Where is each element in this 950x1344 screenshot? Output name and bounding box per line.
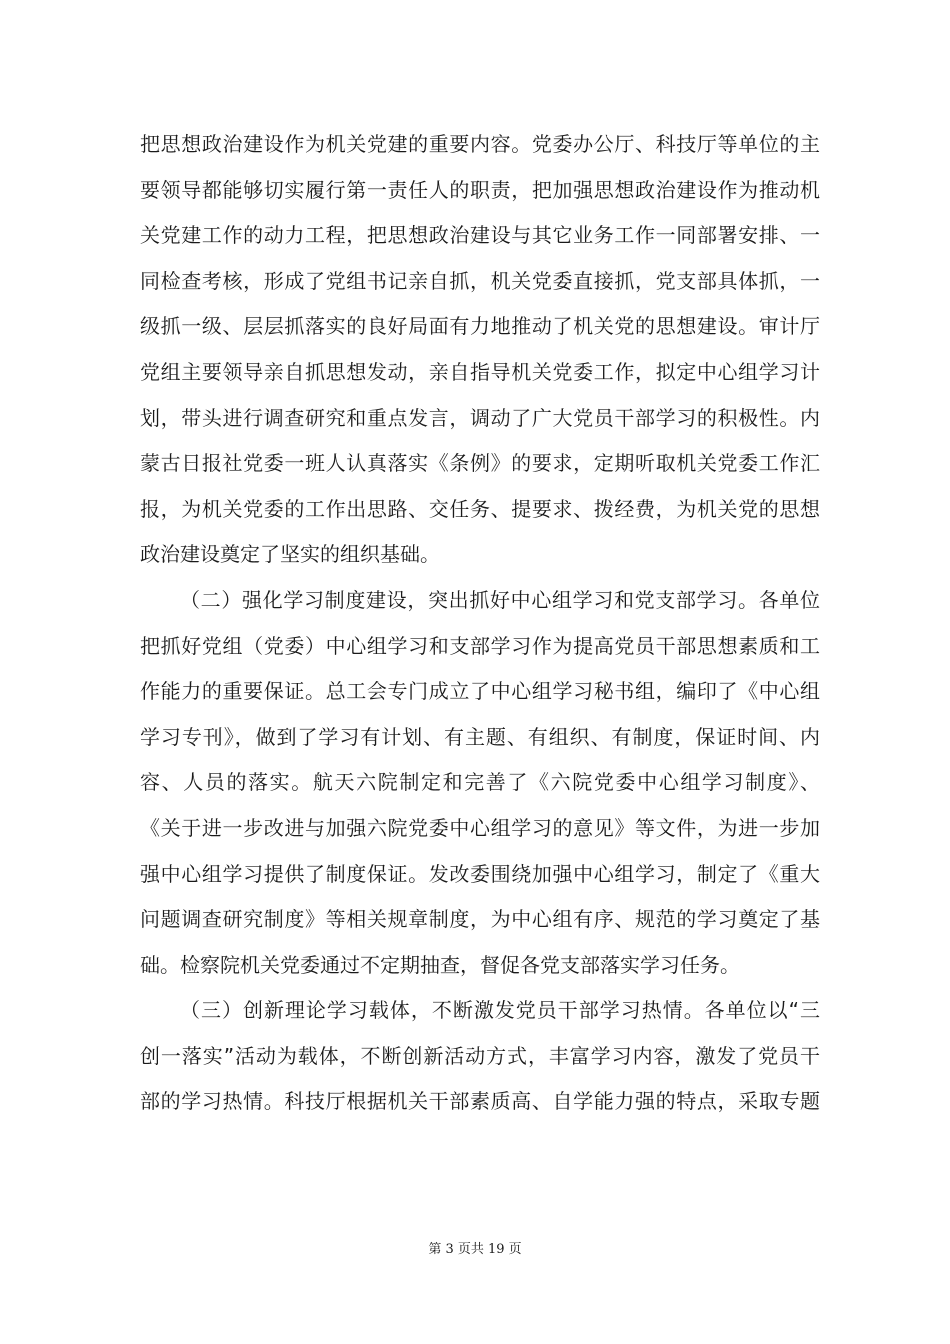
text-line: 作能力的重要保证。总工会专门成立了中心组学习秘书组，编印了《中心组 xyxy=(140,679,820,704)
paragraph-heading-line: （二）强化学习制度建设，突出抓好中心组学习和党支部学习。各单位 xyxy=(180,587,820,612)
text-line: 部的学习热情。科技厅根据机关干部素质高、自学能力强的特点，采取专题 xyxy=(140,1089,820,1114)
text-line: 党组主要领导亲自抓思想发动，亲自指导机关党委工作，拟定中心组学习计 xyxy=(140,359,820,384)
text-line: 创一落实”活动为载体，不断创新活动方式，丰富学习内容，激发了党员干 xyxy=(140,1043,820,1068)
page-number-footer: 第 3 页共 19 页 xyxy=(428,1242,522,1257)
text-line: 把抓好党组（党委）中心组学习和支部学习作为提高党员干部思想素质和工 xyxy=(140,633,820,658)
text-line: 要领导都能够切实履行第一责任人的职责，把加强思想政治建设作为推动机 xyxy=(140,177,820,202)
text-line: 问题调查研究制度》等相关规章制度，为中心组有序、规范的学习奠定了基 xyxy=(140,907,820,932)
text-line: 级抓一级、层层抓落实的良好局面有力地推动了机关党的思想建设。审计厅 xyxy=(140,314,820,339)
text-line: 划，带头进行调查研究和重点发言，调动了广大党员干部学习的积极性。内 xyxy=(140,405,820,430)
paragraph-heading-line: （三）创新理论学习载体，不断激发党员干部学习热情。各单位以“三 xyxy=(180,998,820,1023)
text-line: 《关于进一步改进与加强六院党委中心组学习的意见》等文件，为进一步加 xyxy=(140,815,820,840)
text-line: 强中心组学习提供了制度保证。发改委围绕加强中心组学习，制定了《重大 xyxy=(140,861,820,886)
text-line: 同检查考核，形成了党组书记亲自抓，机关党委直接抓，党支部具体抓，一 xyxy=(140,268,820,293)
text-line: 础。检察院机关党委通过不定期抽查，督促各党支部落实学习任务。 xyxy=(140,952,740,977)
text-line: 把思想政治建设作为机关党建的重要内容。党委办公厅、科技厅等单位的主 xyxy=(140,132,820,156)
text-line: 报，为机关党委的工作出思路、交任务、提要求、拨经费，为机关党的思想 xyxy=(140,496,820,521)
text-line: 蒙古日报社党委一班人认真落实《条例》的要求，定期听取机关党委工作汇 xyxy=(140,451,820,476)
body-text xyxy=(140,122,820,1125)
text-line: 关党建工作的动力工程，把思想政治建设与其它业务工作一同部署安排、一 xyxy=(140,223,820,248)
text-line: 容、人员的落实。航天六院制定和完善了《六院党委中心组学习制度》、 xyxy=(140,770,820,795)
text-line: 学习专刊》，做到了学习有计划、有主题、有组织、有制度，保证时间、内 xyxy=(140,724,820,749)
text-line: 政治建设奠定了坚实的组织基础。 xyxy=(140,542,440,567)
